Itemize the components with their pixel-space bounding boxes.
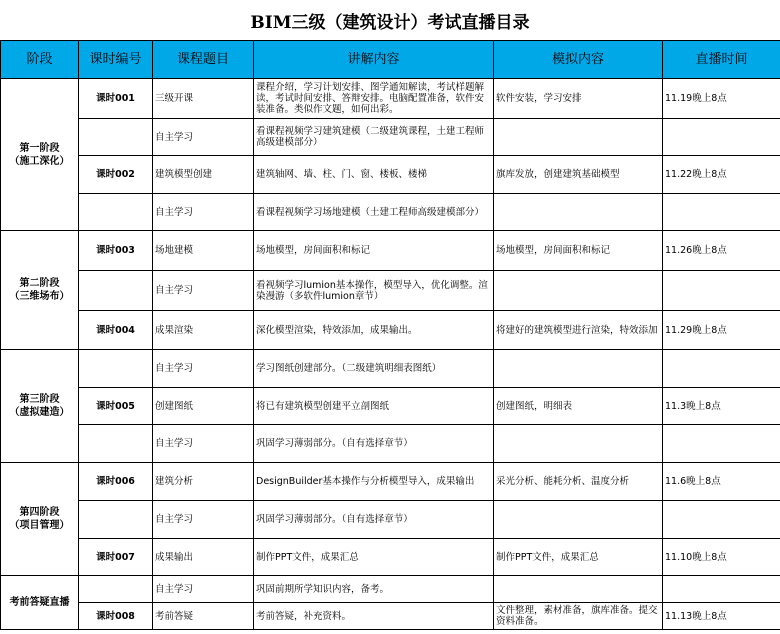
topic-cell: 建筑模型创建 bbox=[153, 156, 254, 194]
header-content: 讲解内容 bbox=[254, 41, 494, 79]
code-cell: 课时007 bbox=[79, 539, 153, 576]
table-row bbox=[1, 603, 780, 630]
sim-cell: 创建图纸，明细表 bbox=[494, 388, 663, 425]
content-cell: 看视频学习lumion基本操作，模型导入，优化调整。渲染漫游（多软件lumion章节） bbox=[254, 271, 494, 311]
table-row bbox=[1, 156, 780, 194]
time-cell: 11.13晚上8点 bbox=[663, 603, 780, 630]
table-row bbox=[1, 539, 780, 576]
header-row bbox=[1, 41, 780, 79]
table-row bbox=[1, 501, 780, 539]
code-cell: 课时004 bbox=[79, 311, 153, 350]
schedule-table bbox=[0, 40, 780, 630]
code-cell bbox=[79, 350, 153, 388]
time-cell: 11.19晚上8点 bbox=[663, 79, 780, 119]
content-cell: 建筑轴网、墙、柱、门、窗、楼板、楼梯 bbox=[254, 156, 494, 194]
time-cell bbox=[663, 271, 780, 311]
content-cell: 深化模型渲染，特效添加，成果输出。 bbox=[254, 311, 494, 350]
content-cell: 巩固学习薄弱部分。（自有选择章节） bbox=[254, 425, 494, 463]
header-time: 直播时间 bbox=[663, 41, 780, 79]
topic-cell: 成果输出 bbox=[153, 539, 254, 576]
sim-cell bbox=[494, 194, 663, 231]
topic-cell: 三级开课 bbox=[153, 79, 254, 119]
table-row bbox=[1, 388, 780, 425]
topic-cell: 自主学习 bbox=[153, 271, 254, 311]
stage-cell: 第四阶段 （项目管理） bbox=[1, 463, 79, 576]
code-cell: 课时001 bbox=[79, 79, 153, 119]
header-simulation: 模拟内容 bbox=[494, 41, 663, 79]
code-cell: 课时003 bbox=[79, 231, 153, 271]
code-cell bbox=[79, 425, 153, 463]
sim-cell bbox=[494, 350, 663, 388]
table-row bbox=[1, 576, 780, 603]
table-row bbox=[1, 119, 780, 156]
table-row bbox=[1, 311, 780, 350]
sim-cell: 采光分析、能耗分析、温度分析 bbox=[494, 463, 663, 501]
header-code: 课时编号 bbox=[79, 41, 153, 79]
code-cell: 课时008 bbox=[79, 603, 153, 630]
content-cell: 巩固前期所学知识内容，备考。 bbox=[254, 576, 494, 603]
topic-cell: 自主学习 bbox=[153, 119, 254, 156]
content-cell: 课程介绍，学习计划安排、图学通知解读，考试样题解读，考试时间安排、答辩安排。电脑配置准备，软件安装准备。类似作文题，如何出彩。 bbox=[254, 79, 494, 119]
sim-cell: 制作PPT文件，成果汇总 bbox=[494, 539, 663, 576]
time-cell bbox=[663, 425, 780, 463]
content-cell: 考前答疑，补充资料。 bbox=[254, 603, 494, 630]
sim-cell: 场地模型，房间面积和标记 bbox=[494, 231, 663, 271]
sim-cell: 文件整理，素材准备，旗库准备。提交资料准备。 bbox=[494, 603, 663, 630]
stage-cell: 第三阶段 （虚拟建造） bbox=[1, 350, 79, 463]
code-cell bbox=[79, 194, 153, 231]
code-cell bbox=[79, 501, 153, 539]
table-row bbox=[1, 350, 780, 388]
code-cell bbox=[79, 576, 153, 603]
topic-cell: 自主学习 bbox=[153, 576, 254, 603]
topic-cell: 成果渲染 bbox=[153, 311, 254, 350]
topic-cell: 自主学习 bbox=[153, 350, 254, 388]
stage-cell: 第二阶段 （三维场布） bbox=[1, 231, 79, 350]
sim-cell: 软件安装，学习安排 bbox=[494, 79, 663, 119]
code-cell: 课时006 bbox=[79, 463, 153, 501]
time-cell: 11.26晚上8点 bbox=[663, 231, 780, 271]
table-row bbox=[1, 79, 780, 119]
table-row bbox=[1, 425, 780, 463]
topic-cell: 考前答疑 bbox=[153, 603, 254, 630]
content-cell: 制作PPT文件，成果汇总 bbox=[254, 539, 494, 576]
header-stage: 阶段 bbox=[1, 41, 79, 79]
topic-cell: 自主学习 bbox=[153, 194, 254, 231]
table-row bbox=[1, 463, 780, 501]
sim-cell bbox=[494, 501, 663, 539]
content-cell: 将已有建筑模型创建平立剖图纸 bbox=[254, 388, 494, 425]
table-row bbox=[1, 194, 780, 231]
table-row bbox=[1, 231, 780, 271]
time-cell: 11.10晚上8点 bbox=[663, 539, 780, 576]
time-cell: 11.29晚上8点 bbox=[663, 311, 780, 350]
time-cell bbox=[663, 119, 780, 156]
stage-cell: 考前答疑直播 bbox=[1, 576, 79, 630]
topic-cell: 创建图纸 bbox=[153, 388, 254, 425]
table-row bbox=[1, 271, 780, 311]
time-cell: 11.22晚上8点 bbox=[663, 156, 780, 194]
content-cell: 看课程视频学习场地建模（土建工程师高级建模部分） bbox=[254, 194, 494, 231]
code-cell: 课时005 bbox=[79, 388, 153, 425]
time-cell bbox=[663, 576, 780, 603]
sim-cell bbox=[494, 271, 663, 311]
content-cell: 学习图纸创建部分。（二级建筑明细表图纸） bbox=[254, 350, 494, 388]
content-cell: 巩固学习薄弱部分。（自有选择章节） bbox=[254, 501, 494, 539]
code-cell bbox=[79, 119, 153, 156]
topic-cell: 建筑分析 bbox=[153, 463, 254, 501]
content-cell: 场地模型，房间面积和标记 bbox=[254, 231, 494, 271]
time-cell bbox=[663, 350, 780, 388]
code-cell bbox=[79, 271, 153, 311]
stage-cell: 第一阶段 （施工深化） bbox=[1, 79, 79, 231]
time-cell: 11.6晚上8点 bbox=[663, 463, 780, 501]
topic-cell: 自主学习 bbox=[153, 425, 254, 463]
header-topic: 课程题目 bbox=[153, 41, 254, 79]
sim-cell: 将建好的建筑模型进行渲染，特效添加 bbox=[494, 311, 663, 350]
sim-cell bbox=[494, 576, 663, 603]
page-title: BIM三级（建筑设计）考试直播目录 bbox=[250, 12, 530, 33]
content-cell: DesignBuilder基本操作与分析模型导入，成果输出 bbox=[254, 463, 494, 501]
content-cell: 看课程视频学习建筑建模（二级建筑课程，土建工程师高级建模部分） bbox=[254, 119, 494, 156]
code-cell: 课时002 bbox=[79, 156, 153, 194]
time-cell bbox=[663, 194, 780, 231]
time-cell bbox=[663, 501, 780, 539]
time-cell: 11.3晚上8点 bbox=[663, 388, 780, 425]
topic-cell: 场地建模 bbox=[153, 231, 254, 271]
topic-cell: 自主学习 bbox=[153, 501, 254, 539]
sim-cell: 旗库发放，创建建筑基础模型 bbox=[494, 156, 663, 194]
sim-cell bbox=[494, 425, 663, 463]
sim-cell bbox=[494, 119, 663, 156]
